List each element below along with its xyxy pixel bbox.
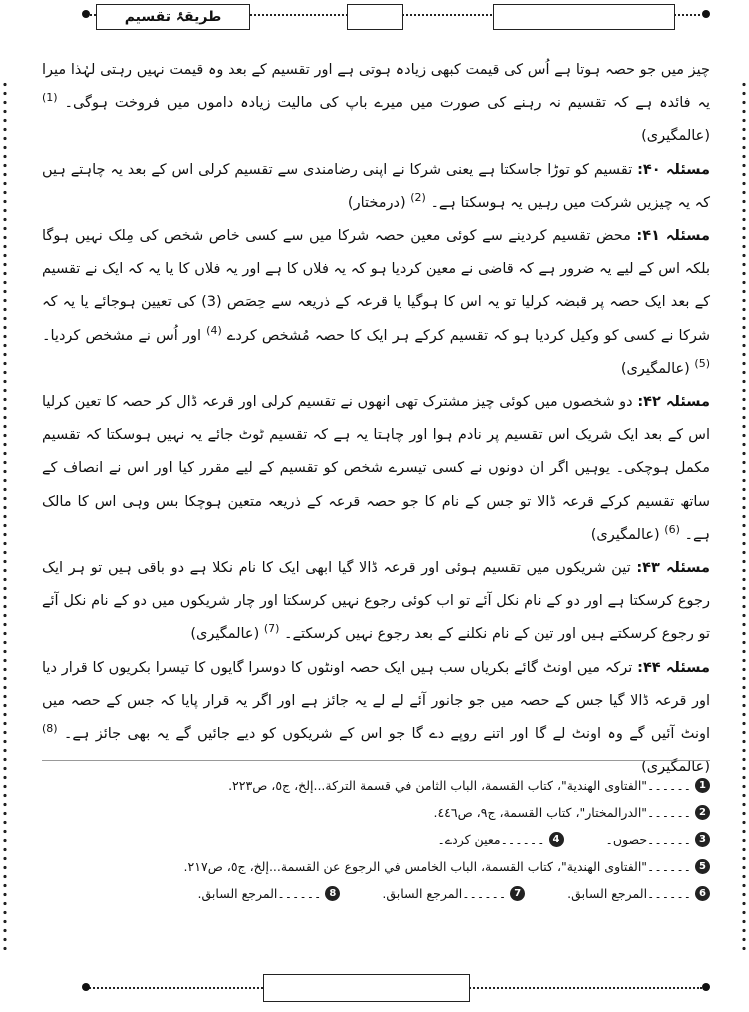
paragraph-source: (درمختار) [347,194,406,211]
footer-dot-left [82,983,90,991]
footer-dot-right [702,983,710,991]
paragraph [42,54,710,154]
paragraph-text: تین شریکوں میں تقسیم ہوئی اور قرعہ ڈالا گیا ابھی ایک کا نام نکلا ہے دو باقی ہیں تو ہر ایک رجوع کرسکتا ہے اور دو کے نام نکل آئے تو اب کوئی رجوع نہیں کرسکتا اور چار شریکوں میں دو کے نام نکل آئے تو رجوع کرسکتے ہیں اور تین کے نام نکلنے کے بعد رجوع نہیں کرسکتے۔ [42,560,710,643]
footnote-row [42,880,710,907]
masala-label: مسئلہ ۴۱: [636,228,710,245]
footnote [184,853,710,880]
header-dot-right [702,10,710,18]
footnote-text: ۔۔۔۔۔۔حصوں۔ [605,832,691,847]
paragraph-text: ترکہ میں اونٹ گائے بکریاں سب ہیں ایک حصہ اونٹوں کا دوسرا گایوں کا تیسرا بکریوں کا قرار دیا اور قرعہ ڈالا گیا جس کے حصہ میں جو جانور آئے لے لے یہ جائز ہے اور اگر یہ قرار پایا کہ جس کے حصہ میں اونٹ آئیں گے وہ اونٹ لے گا اور اتنے روپے دے گا جو اس کے شریکوں کو دیے جائیں گے یہ بھی جائز ہے۔ [42,659,711,743]
footnote [198,880,341,907]
paragraph-source: (عالمگیری) [641,128,710,145]
paragraph-source: (عالمگیری) [620,360,690,377]
footnote-number: 7 [510,886,525,901]
footnote-separator [42,760,710,761]
footnote-number: 4 [549,832,564,847]
footnote-text: ۔۔۔۔۔۔"الدرالمختار"، كتاب القسمة، ج٩، ص٤٤٦. [433,805,691,820]
paragraph-source: (عالمگیری) [590,526,660,543]
right-border [741,80,747,950]
footnote-text: ۔۔۔۔۔۔المرجع السابق. [197,886,322,901]
paragraph-source: (عالمگیری) [641,759,710,776]
main-text [42,54,710,784]
footnotes [42,772,710,907]
header-title-box [96,4,250,30]
paragraph-text: محض تقسیم کردینے سے کوئی معین حصہ شرکا میں سے کسی خاص شخص کی مِلک نہیں ہوگا بلکہ اس کے لیے یہ ضرور ہے کہ قاضی نے معین کردیا ہو کہ یہ فلاں کا ہے اور یہ فلاں کا یا یہ کہ ایک نے تقسیم کے بعد ایک حصہ پر قبضہ کرلیا تو یہ اس کا ہوگیا یا قرعہ کے ذریعہ سے حِصَص (3) کی تعیین ہوجائے یا یہ کہ شرکا نے کسی کو وکیل کردیا ہو کہ تقسیم کرکے ہر ایک کا حصہ مُشخص کردے [42,228,711,344]
footnote-text: ۔۔۔۔۔۔"الفتاوى الهندية"، كتاب القسمة، الباب الخامس في الرجوع عن القسمة...إلخ، ج٥، ص٢١٧. [183,859,691,874]
footnote-row [42,853,710,880]
footnote-number: 1 [695,778,710,793]
footnote-ref: (8) [42,722,58,736]
footnote-row [42,826,710,853]
footnote-ref: (7) [263,622,280,636]
footnote-text: ۔۔۔۔۔۔المرجع السابق. [567,886,691,901]
footnote-ref: (2) [410,190,426,204]
footnote [606,826,710,853]
footnote [438,826,564,853]
footnote-number: 2 [695,805,710,820]
paragraph [42,220,710,386]
paragraph [42,154,710,220]
footnote-text: ۔۔۔۔۔۔"الفتاوی الهندية"، كتاب القسمة، الباب الثامن في قسمة التركة...إلخ، ج٥، ص٢٢٣. [228,778,691,793]
paragraph-text-2: اور اُس نے مشخص کردیا۔ [42,327,201,344]
footnote-number: 5 [695,859,710,874]
footnote-ref: (1) [42,91,58,105]
masala-label: مسئلہ ۴۴: [637,659,710,676]
left-border [2,80,8,950]
paragraph [42,386,710,552]
paragraph-text: چیز میں جو حصہ ہوتا ہے اُس کی قیمت کبھی زیادہ ہوتی ہے اور تقسیم کے بعد وہ قیمت نہیں رہتی لہٰذا میرا یہ فائدہ ہے کہ تقسیم نہ رہنے کی صورت میں میرے باپ کی مالیت زیادہ داموں میں فروخت ہوگی۔ [42,62,710,112]
footnote [567,880,710,907]
paragraph-source: (عالمگیری) [190,626,260,643]
footnote-ref-2: (5) [694,357,710,370]
footnote [382,880,525,907]
footnote-number: 8 [325,886,340,901]
footnote-row [42,799,710,826]
masala-label: مسئلہ ۴۲: [637,394,710,411]
footnote [228,772,710,799]
footnote-number: 3 [695,832,710,847]
masala-label: مسئلہ ۴۰: [637,161,710,178]
paragraph-text: دو شخصوں میں کوئی چیز مشترک تھی انھوں نے تقسیم کرلی اور قرعہ ڈال کر حصہ کا تعین کرلیا اس کے بعد ایک شریک اس تقسیم پر نادم ہوا اور چاہتا یہ ہے کہ تقسیم ٹوٹ جائے یہ نہیں ہوسکتا کہ تقسیم مکمل ہوچکی۔ یوہیں اگر ان دونوں نے کسی تیسرے شخص کو تقسیم کے لیے مقرر کیا اور اس نے انصاف کے ساتھ تقسیم کرکے قرعہ ڈالا تو جس کے نام کا جو حصہ قرعہ کے ذریعہ متعین ہوچکا بس وہی اس کا مالک ہے۔ [42,394,710,543]
footer-box [263,974,470,1002]
footnote-ref: (4) [206,323,222,337]
paragraph-text: تقسیم کو توڑا جاسکتا ہے یعنی شرکا نے اپنی رضامندی سے تقسیم کرلی اس کے بعد یہ چاہتے ہیں کہ یہ چیزیں شرکت میں رہیں یہ ہوسکتا ہے۔ [42,161,710,211]
masala-label: مسئلہ ۴۳: [636,560,711,577]
header-title: طریقۂ تقسیم [124,9,222,25]
footnote-text: ۔۔۔۔۔۔معین کردے۔ [437,832,545,847]
footnote-row [42,772,710,799]
footnote-text: ۔۔۔۔۔۔المرجع السابق. [382,886,507,901]
footnote [433,799,710,826]
footnote-number: 6 [695,886,710,901]
footnote-ref: (6) [664,523,680,537]
header-middle-box [347,4,403,30]
paragraph [42,652,710,785]
header-left-box [493,4,675,30]
paragraph [42,552,710,652]
header-dot-left [82,10,90,18]
